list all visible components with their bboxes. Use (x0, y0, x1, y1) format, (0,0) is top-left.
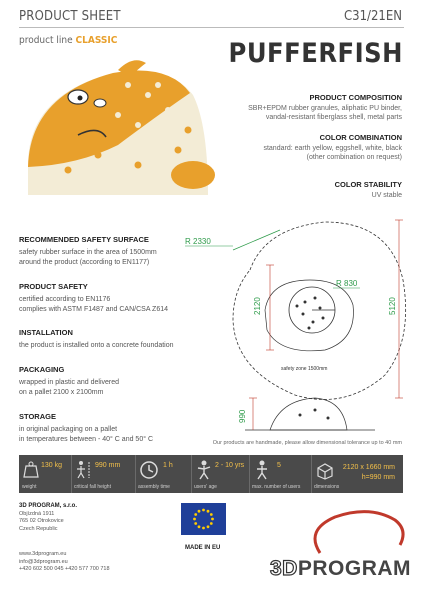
outer-height-label: 5120 (388, 297, 397, 315)
installation-block (19, 328, 219, 351)
packaging-block (19, 365, 219, 398)
users-icon (253, 460, 271, 480)
spec-users-age (191, 455, 250, 493)
product-safety-line: certified according to EN1176 (19, 296, 111, 303)
inner-radius-label: R 830 (336, 279, 358, 288)
color-combination-block (263, 133, 402, 162)
company-street: Objízdná 1911 (19, 510, 55, 517)
product-safety-line: complies with ASTM F1487 and CAN/CSA Z614 (19, 306, 169, 313)
fall-height-icon (75, 460, 91, 480)
company-country: Czech Republic (19, 525, 58, 532)
safety-surface-title: RECOMMENDED SAFETY SURFACE (19, 235, 149, 244)
company-contact (19, 551, 110, 574)
header-divider (19, 27, 404, 28)
colors-title: COLOR COMBINATION (319, 133, 402, 142)
company-name: 3D PROGRAM, s.r.o. (19, 503, 78, 509)
spec-max-users (249, 455, 312, 493)
spec-caption: dimensions (314, 484, 340, 490)
spec-value: 990 mm (95, 462, 121, 469)
storage-line: in temperatures between - 40° C and 50° C (19, 436, 154, 443)
composition-title: PRODUCT COMPOSITION (309, 93, 402, 102)
eu-flag (181, 503, 226, 535)
side-height-label: 990 (238, 409, 247, 423)
dimensions-icon (315, 460, 335, 480)
weight-icon (23, 460, 39, 478)
company-logo (270, 557, 411, 581)
installation-title: INSTALLATION (19, 328, 73, 337)
safety-surface-line: safety rubber surface in the area of 1500mm (19, 249, 157, 256)
product-line-name: CLASSIC (75, 35, 118, 46)
storage-title: STORAGE (19, 412, 56, 421)
storage-line: in original packaging on a pallet (19, 426, 118, 433)
color-stability-block (335, 180, 402, 200)
technical-drawing (185, 210, 410, 440)
product-image (18, 55, 223, 200)
spec-value: 2 - 10 yrs (215, 462, 245, 469)
installation-line: the product is installed onto a concrete foundation (19, 342, 174, 349)
product-line-prefix: product line (19, 35, 73, 46)
company-phones: +420 602 500 045 +420 577 700 718 (19, 566, 110, 572)
spec-dimensions (311, 455, 403, 493)
spec-value: 1 h (163, 462, 173, 469)
spec-caption: critical fall height (74, 484, 111, 490)
tolerance-note: Our products are handmade, please allow dimensional tolerance up to 40 mm (212, 440, 402, 446)
dimensions-height: h=990 mm (361, 474, 395, 481)
company-address (19, 503, 77, 533)
made-in-eu-label: MADE IN EU (185, 545, 221, 551)
logo-name: PROGRAM (297, 557, 412, 580)
product-safety-block (19, 282, 219, 315)
clock-icon (139, 460, 159, 480)
sheet-title: PRODUCT SHEET (19, 9, 121, 24)
spec-caption: users' age (194, 484, 217, 490)
product-safety-title: PRODUCT SAFETY (19, 282, 88, 291)
spec-assembly-time (135, 455, 192, 493)
composition-line: vandal-resistant fiberglass shell, metal parts (265, 114, 402, 121)
company-city: 765 02 Otrokovice (19, 518, 64, 524)
spec-icon-bar (19, 455, 403, 493)
outer-radius-label: R 2330 (185, 237, 211, 246)
colors-line: (other combination on request) (306, 154, 402, 161)
safety-zone-label: safety zone 1500mm (281, 366, 328, 372)
stability-line: UV stable (371, 192, 402, 199)
storage-block (19, 412, 219, 445)
dimensions-values (343, 463, 395, 483)
spec-caption: assembly time (138, 484, 170, 490)
packaging-line: wrapped in plastic and delivered (19, 379, 120, 386)
stability-title: COLOR STABILITY (334, 180, 402, 189)
spec-value: 130 kg (41, 462, 63, 469)
spec-caption: weight (22, 484, 37, 490)
composition-block (248, 93, 402, 122)
company-web-link[interactable]: www.3dprogram.eu (19, 551, 67, 557)
dimensions-footprint: 2120 x 1660 mm (342, 464, 395, 471)
child-icon (195, 460, 213, 480)
spec-weight (19, 455, 72, 493)
spec-caption: max. number of users (252, 484, 301, 490)
logo-prefix: 3D (270, 557, 298, 580)
product-line (19, 35, 117, 46)
eu-stars-icon (181, 503, 226, 535)
inner-height-label: 2120 (253, 297, 262, 315)
logo-swirl-icon (300, 505, 410, 555)
safety-surface-line: around the product (according to EN1177) (19, 259, 150, 266)
company-email-link[interactable]: info@3dprogram.eu (19, 558, 68, 565)
spec-value: 5 (277, 462, 281, 469)
colors-line: standard: earth yellow, eggshell, white, black (263, 145, 402, 152)
composition-line: SBR+EPDM rubber granules, aliphatic PU binder, (248, 105, 402, 112)
packaging-line: on a pallet 2100 x 2100mm (19, 389, 104, 396)
spec-fall-height (71, 455, 136, 493)
product-code: C31/21EN (343, 9, 402, 24)
product-name: PUFFERFISH (228, 38, 403, 69)
packaging-title: PACKAGING (19, 365, 65, 374)
